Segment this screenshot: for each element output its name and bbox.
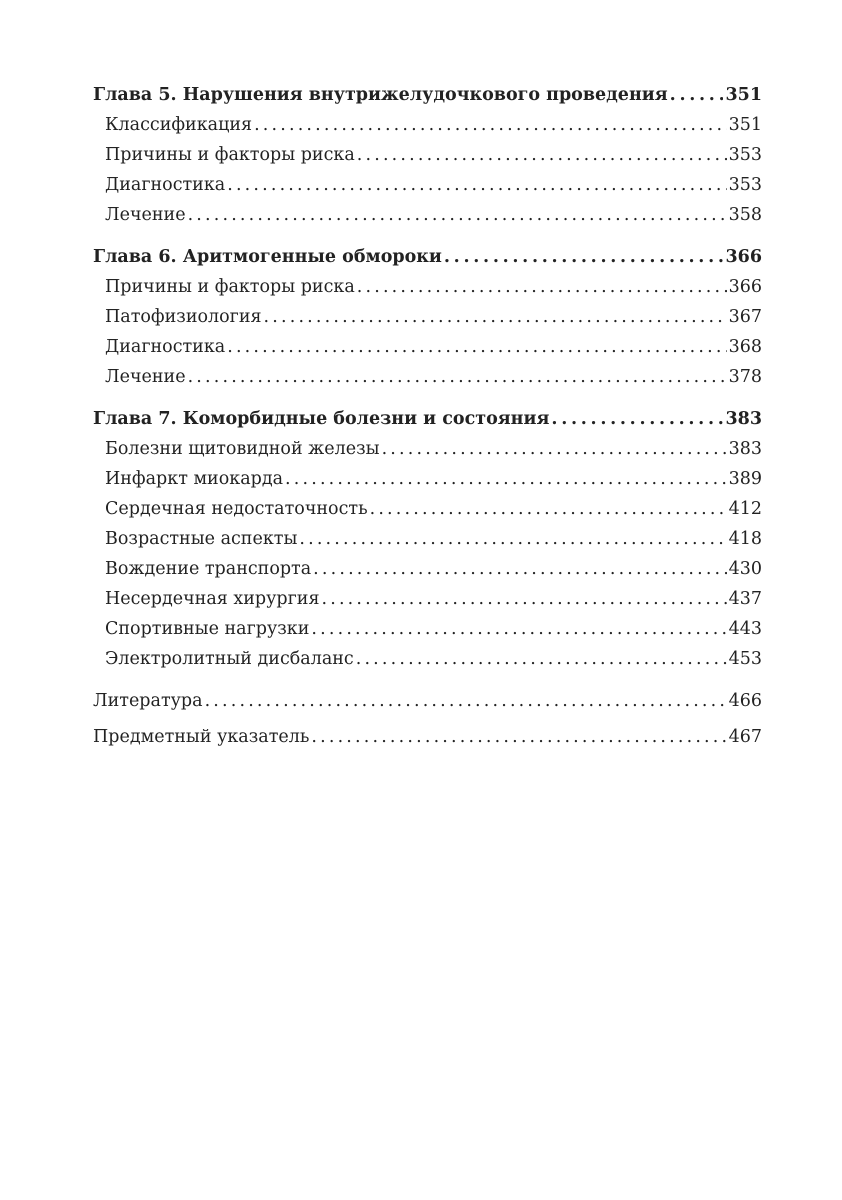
dot-leader xyxy=(670,80,724,110)
dot-leader xyxy=(313,554,726,584)
entry-title: Диагностика xyxy=(105,175,226,195)
page-number: 367 xyxy=(728,307,762,327)
entry-title: Сердечная недостаточность xyxy=(105,499,368,519)
entry-title: Электролитный дисбаланс xyxy=(105,649,354,669)
page-number: 389 xyxy=(728,469,762,489)
entry-title: Причины и факторы риска xyxy=(105,277,355,297)
page-number: 383 xyxy=(728,439,762,459)
dot-leader xyxy=(254,110,727,140)
table-of-contents xyxy=(93,80,762,752)
dot-leader xyxy=(264,302,727,332)
toc-entry xyxy=(93,464,762,494)
page-number: 466 xyxy=(728,691,762,711)
toc-entry xyxy=(93,614,762,644)
page-number: 453 xyxy=(728,649,762,669)
dot-leader xyxy=(370,494,727,524)
page-number: 383 xyxy=(725,409,762,429)
entry-title: Несердечная хирургия xyxy=(105,589,320,609)
page-number: 430 xyxy=(728,559,762,579)
page-number: 353 xyxy=(728,145,762,165)
toc-entry xyxy=(93,140,762,170)
dot-leader xyxy=(299,524,726,554)
toc-entry xyxy=(93,332,762,362)
chapter-title: Глава 6. Аритмогенные обмороки xyxy=(93,247,442,267)
toc-entry xyxy=(93,494,762,524)
entry-title: Болезни щитовидной железы xyxy=(105,439,380,459)
page-number: 418 xyxy=(728,529,762,549)
toc-entry xyxy=(93,272,762,302)
dot-leader xyxy=(444,242,724,272)
toc-entry xyxy=(93,584,762,614)
entry-title: Инфаркт миокарда xyxy=(105,469,284,489)
dot-leader xyxy=(357,272,727,302)
toc-chapter-5 xyxy=(93,80,762,110)
toc-entry xyxy=(93,170,762,200)
dot-leader xyxy=(285,464,727,494)
entry-title: Возрастные аспекты xyxy=(105,529,298,549)
dot-leader xyxy=(311,722,726,752)
dot-leader xyxy=(311,614,726,644)
page-number: 443 xyxy=(728,619,762,639)
page-number: 368 xyxy=(728,337,762,357)
page-number: 353 xyxy=(728,175,762,195)
dot-leader xyxy=(188,200,727,230)
dot-leader xyxy=(382,434,727,464)
toc-entry xyxy=(93,524,762,554)
entry-title: Лечение xyxy=(105,205,186,225)
dot-leader xyxy=(551,404,723,434)
toc-chapter-6 xyxy=(93,242,762,272)
dot-leader xyxy=(356,644,727,674)
page-number: 467 xyxy=(728,727,762,747)
page-number: 351 xyxy=(725,85,762,105)
entry-title: Диагностика xyxy=(105,337,226,357)
entry-title: Литература xyxy=(93,691,203,711)
dot-leader xyxy=(357,140,727,170)
entry-title: Классификация xyxy=(105,115,253,135)
toc-entry xyxy=(93,302,762,332)
toc-chapter-7 xyxy=(93,404,762,434)
page-number: 351 xyxy=(728,115,762,135)
entry-title: Предметный указатель xyxy=(93,727,310,747)
toc-subject-index xyxy=(93,722,762,752)
page-number: 358 xyxy=(728,205,762,225)
entry-title: Лечение xyxy=(105,367,186,387)
entry-title: Патофизиология xyxy=(105,307,262,327)
dot-leader xyxy=(322,584,727,614)
dot-leader xyxy=(227,332,726,362)
page-number: 366 xyxy=(728,277,762,297)
entry-title: Причины и факторы риска xyxy=(105,145,355,165)
chapter-title: Глава 7. Коморбидные болезни и состояния xyxy=(93,409,550,429)
toc-references xyxy=(93,686,762,716)
dot-leader xyxy=(205,686,727,716)
toc-entry xyxy=(93,110,762,140)
toc-entry xyxy=(93,554,762,584)
page-number: 366 xyxy=(725,247,762,267)
dot-leader xyxy=(227,170,726,200)
toc-entry xyxy=(93,200,762,230)
toc-entry xyxy=(93,644,762,674)
entry-title: Вождение транспорта xyxy=(105,559,312,579)
toc-entry xyxy=(93,362,762,392)
page-number: 378 xyxy=(728,367,762,387)
toc-entry xyxy=(93,434,762,464)
page-number: 412 xyxy=(728,499,762,519)
page-number: 437 xyxy=(728,589,762,609)
entry-title: Спортивные нагрузки xyxy=(105,619,310,639)
chapter-title: Глава 5. Нарушения внутрижелудочкового проведения xyxy=(93,85,668,105)
dot-leader xyxy=(188,362,727,392)
